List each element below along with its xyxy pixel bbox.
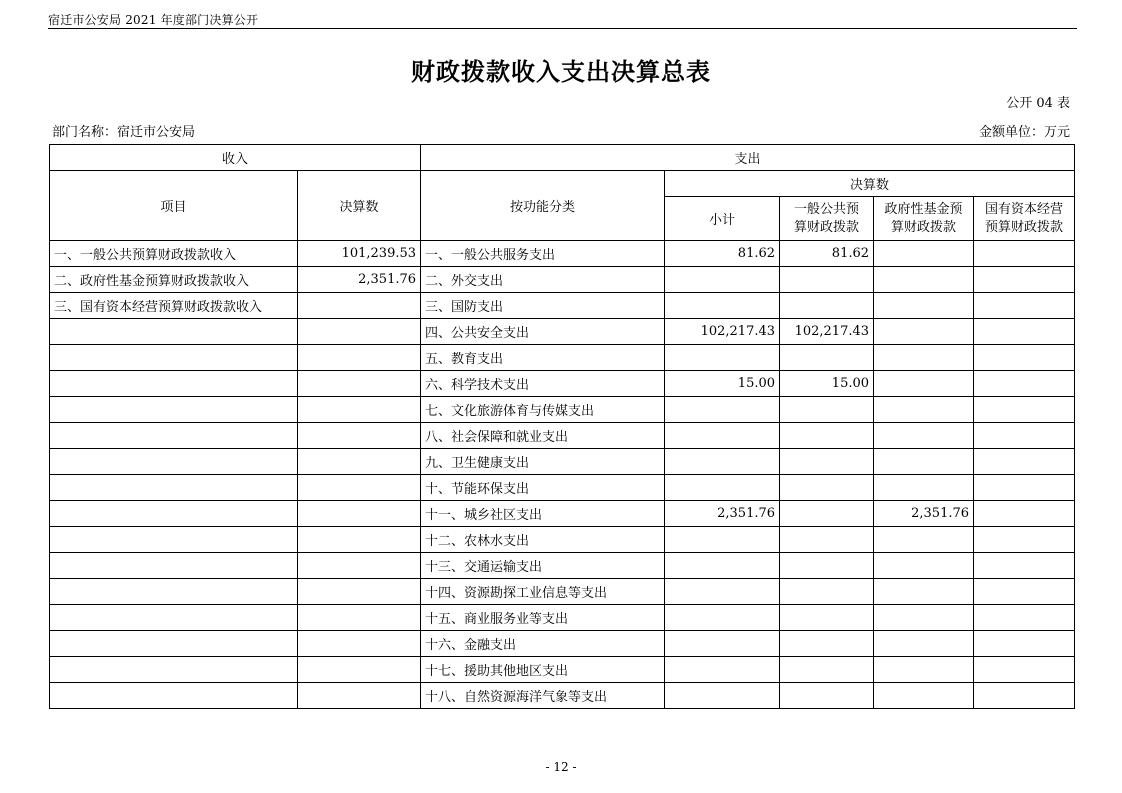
income-amount-cell — [298, 475, 421, 501]
expense-subtotal-cell — [665, 267, 780, 293]
table-row — [50, 657, 1075, 683]
income-item-cell — [50, 631, 298, 657]
expense-item-cell: 十二、农林水支出 — [421, 527, 665, 553]
state-capital-cell — [974, 475, 1075, 501]
expense-item-cell: 六、科学技术支出 — [421, 371, 665, 397]
fund-budget-header-line2: 算财政拨款 — [891, 219, 957, 235]
fund-budget-cell — [874, 293, 974, 319]
state-capital-header-line2: 预算财政拨款 — [985, 219, 1064, 235]
expense-item-cell: 三、国防支出 — [421, 293, 665, 319]
department-name: 部门名称：宿迁市公安局 — [52, 125, 196, 140]
fund-budget-cell — [874, 319, 974, 345]
expense-subtotal-cell — [665, 397, 780, 423]
general-budget-cell — [780, 475, 874, 501]
running-header: 宿迁市公安局 2021 年度部门决算公开 — [48, 13, 259, 27]
state-capital-cell — [974, 631, 1075, 657]
final-amount-header: 决算数 — [298, 171, 421, 241]
income-item-cell — [50, 397, 298, 423]
expense-item-cell: 一、一般公共服务支出 — [421, 241, 665, 267]
expense-item-cell: 九、卫生健康支出 — [421, 449, 665, 475]
subtotal-header: 小计 — [665, 197, 780, 241]
table-row — [50, 501, 1075, 527]
state-capital-cell — [974, 553, 1075, 579]
fund-budget-cell — [874, 397, 974, 423]
general-budget-header-line1: 一般公共预 — [794, 201, 860, 217]
expense-subtotal-cell — [665, 345, 780, 371]
general-budget-cell — [780, 657, 874, 683]
form-number: 公开 04 表 — [1006, 96, 1070, 111]
fund-budget-header — [874, 197, 974, 241]
expense-subtotal-cell — [665, 683, 780, 709]
fund-budget-cell — [874, 579, 974, 605]
amount-unit: 金额单位：万元 — [978, 125, 1070, 140]
expense-subtotal-cell — [665, 553, 780, 579]
expense-subtotal-cell — [665, 449, 780, 475]
income-item-cell — [50, 345, 298, 371]
general-budget-cell — [780, 553, 874, 579]
income-amount-cell: 2,351.76 — [298, 267, 421, 293]
fund-budget-cell — [874, 605, 974, 631]
income-amount-cell — [298, 553, 421, 579]
expense-item-cell: 十三、交通运输支出 — [421, 553, 665, 579]
expense-item-cell: 十五、商业服务业等支出 — [421, 605, 665, 631]
expense-subtotal-cell — [665, 579, 780, 605]
income-item-cell — [50, 371, 298, 397]
income-amount-cell — [298, 605, 421, 631]
by-function-header: 按功能分类 — [421, 171, 665, 241]
fund-budget-cell — [874, 371, 974, 397]
fund-budget-cell — [874, 683, 974, 709]
income-item-cell — [50, 527, 298, 553]
table-row — [50, 345, 1075, 371]
state-capital-cell — [974, 397, 1075, 423]
expense-item-cell: 十四、资源勘探工业信息等支出 — [421, 579, 665, 605]
general-budget-cell — [780, 397, 874, 423]
expense-item-cell: 十、节能环保支出 — [421, 475, 665, 501]
expense-item-cell: 十六、金融支出 — [421, 631, 665, 657]
expense-item-cell: 七、文化旅游体育与传媒支出 — [421, 397, 665, 423]
income-amount-cell — [298, 657, 421, 683]
income-item-cell: 一、一般公共预算财政拨款收入 — [50, 241, 298, 267]
state-capital-cell — [974, 501, 1075, 527]
general-budget-cell — [780, 527, 874, 553]
income-amount-cell — [298, 501, 421, 527]
fund-budget-header-line1: 政府性基金预 — [884, 201, 963, 217]
fund-budget-cell — [874, 527, 974, 553]
income-amount-cell — [298, 527, 421, 553]
income-item-cell — [50, 501, 298, 527]
state-capital-cell — [974, 683, 1075, 709]
table-row — [50, 579, 1075, 605]
header-rule — [48, 28, 1077, 29]
table-row — [50, 683, 1075, 709]
state-capital-cell — [974, 293, 1075, 319]
general-budget-header-line2: 算财政拨款 — [794, 219, 860, 235]
table-row — [50, 527, 1075, 553]
fund-budget-cell — [874, 631, 974, 657]
fiscal-summary-table — [49, 144, 1075, 709]
table-row — [50, 293, 1075, 319]
expense-item-cell: 二、外交支出 — [421, 267, 665, 293]
income-item-cell — [50, 683, 298, 709]
income-item-cell: 二、政府性基金预算财政拨款收入 — [50, 267, 298, 293]
general-budget-cell — [780, 423, 874, 449]
expense-subtotal-cell — [665, 657, 780, 683]
table-row — [50, 631, 1075, 657]
income-amount-cell — [298, 449, 421, 475]
expense-item-cell: 四、公共安全支出 — [421, 319, 665, 345]
expense-subtotal-cell — [665, 631, 780, 657]
income-item-cell — [50, 449, 298, 475]
expense-subtotal-cell: 15.00 — [665, 371, 780, 397]
expense-item-cell: 十一、城乡社区支出 — [421, 501, 665, 527]
table-row — [50, 423, 1075, 449]
page-number: - 12 - — [545, 760, 577, 774]
fund-budget-cell — [874, 553, 974, 579]
income-amount-cell — [298, 631, 421, 657]
table-row — [50, 605, 1075, 631]
income-item-cell — [50, 475, 298, 501]
income-item-cell — [50, 553, 298, 579]
state-capital-cell — [974, 657, 1075, 683]
expense-subtotal-cell: 81.62 — [665, 241, 780, 267]
state-capital-cell — [974, 579, 1075, 605]
expense-subtotal-cell — [665, 605, 780, 631]
income-amount-cell: 101,239.53 — [298, 241, 421, 267]
state-capital-cell — [974, 527, 1075, 553]
general-budget-cell — [780, 345, 874, 371]
item-header: 项目 — [50, 171, 298, 241]
income-item-cell — [50, 423, 298, 449]
state-capital-cell — [974, 267, 1075, 293]
income-amount-cell — [298, 371, 421, 397]
expense-item-cell: 十七、援助其他地区支出 — [421, 657, 665, 683]
expense-item-cell: 八、社会保障和就业支出 — [421, 423, 665, 449]
expense-subtotal-cell: 102,217.43 — [665, 319, 780, 345]
table-row — [50, 267, 1075, 293]
fund-budget-cell — [874, 475, 974, 501]
general-budget-cell — [780, 579, 874, 605]
table-row — [50, 449, 1075, 475]
table-row — [50, 371, 1075, 397]
income-amount-cell — [298, 397, 421, 423]
expense-item-cell: 五、教育支出 — [421, 345, 665, 371]
general-budget-cell: 81.62 — [780, 241, 874, 267]
income-item-cell — [50, 319, 298, 345]
fund-budget-cell — [874, 449, 974, 475]
expense-subtotal-cell — [665, 423, 780, 449]
state-capital-cell — [974, 449, 1075, 475]
general-budget-cell — [780, 501, 874, 527]
income-item-cell: 三、国有资本经营预算财政拨款收入 — [50, 293, 298, 319]
general-budget-cell: 102,217.43 — [780, 319, 874, 345]
income-amount-cell — [298, 293, 421, 319]
general-budget-cell — [780, 449, 874, 475]
expense-subtotal-cell — [665, 527, 780, 553]
expense-subtotal-cell: 2,351.76 — [665, 501, 780, 527]
general-budget-cell — [780, 267, 874, 293]
expense-item-cell: 十八、自然资源海洋气象等支出 — [421, 683, 665, 709]
state-capital-header — [974, 197, 1075, 241]
general-budget-cell — [780, 683, 874, 709]
table-row — [50, 319, 1075, 345]
general-budget-cell: 15.00 — [780, 371, 874, 397]
general-budget-cell — [780, 631, 874, 657]
document-title: 财政拨款收入支出决算总表 — [411, 58, 711, 86]
fund-budget-cell — [874, 345, 974, 371]
final-amount-group-header: 决算数 — [665, 171, 1075, 197]
general-budget-cell — [780, 605, 874, 631]
income-amount-cell — [298, 683, 421, 709]
expense-subtotal-cell — [665, 475, 780, 501]
state-capital-header-line1: 国有资本经营 — [985, 201, 1064, 217]
fund-budget-cell: 2,351.76 — [874, 501, 974, 527]
income-item-cell — [50, 605, 298, 631]
state-capital-cell — [974, 319, 1075, 345]
income-item-cell — [50, 579, 298, 605]
fund-budget-cell — [874, 241, 974, 267]
income-item-cell — [50, 657, 298, 683]
expense-header: 支出 — [421, 145, 1075, 171]
income-amount-cell — [298, 423, 421, 449]
income-amount-cell — [298, 319, 421, 345]
table-row — [50, 553, 1075, 579]
table-row — [50, 475, 1075, 501]
general-budget-header — [780, 197, 874, 241]
income-amount-cell — [298, 579, 421, 605]
state-capital-cell — [974, 371, 1075, 397]
fund-budget-cell — [874, 657, 974, 683]
state-capital-cell — [974, 241, 1075, 267]
state-capital-cell — [974, 345, 1075, 371]
table-row — [50, 241, 1075, 267]
state-capital-cell — [974, 605, 1075, 631]
expense-subtotal-cell — [665, 293, 780, 319]
income-header: 收入 — [50, 145, 421, 171]
table-row — [50, 397, 1075, 423]
income-amount-cell — [298, 345, 421, 371]
fund-budget-cell — [874, 267, 974, 293]
state-capital-cell — [974, 423, 1075, 449]
fund-budget-cell — [874, 423, 974, 449]
general-budget-cell — [780, 293, 874, 319]
